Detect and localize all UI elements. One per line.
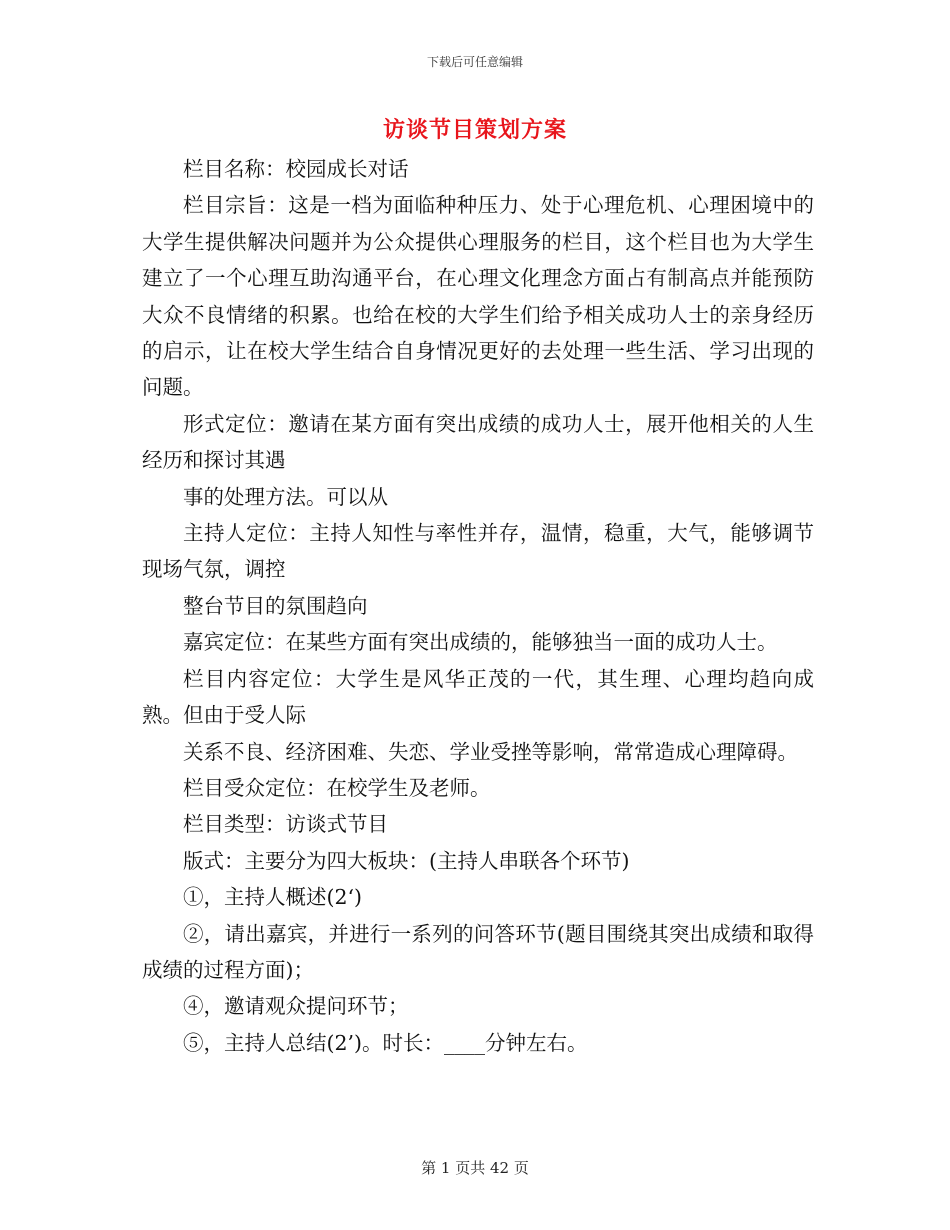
paragraph-format-positioning: 形式定位：邀请在某方面有突出成绩的成功人士，展开他相关的人生经历和探讨其遇 [142, 411, 814, 473]
paragraph-program-purpose: 栏目宗旨：这是一档为面临种种压力、处于心理危机、心理困境中的大学生提供解决问题并为公众提供心理服务的栏目，这个栏目也为大学生建立了一个心理互助沟通平台，在心理文化理念方面占有制高点并能预防大众不良情绪的积累。也给在校的大学生们给予相关成功人士的亲身经历的启示，让在校大学生结合自身情况更好的去处理一些生活、学习出现的问题。 [142, 193, 814, 400]
paragraph-segment-4: ④，邀请观众提问环节； [183, 994, 409, 1019]
paragraph-segment-1: ①，主持人概述(2‘) [183, 885, 363, 910]
paragraph-program-name: 栏目名称：校园成长对话 [183, 157, 409, 181]
paragraph-audience-positioning: 栏目受众定位：在校学生及老师。 [183, 775, 491, 800]
paragraph-content-continued: 关系不良、经济困难、失恋、学业受挫等影响，常常造成心理障碍。 [183, 739, 798, 764]
paragraph-layout: 版式：主要分为四大板块：(主持人串联各个环节) [183, 848, 630, 873]
paragraph-host-continued: 整台节目的氛围趋向 [183, 593, 368, 618]
paragraph-content-positioning: 栏目内容定位：大学生是风华正茂的一代，其生理、心理均趋向成熟。但由于受人际 [142, 666, 814, 728]
paragraph-segment-2: ②，请出嘉宾，并进行一系列的问答环节(题目围绕其突出成绩和取得成绩的过程方面)； [142, 921, 814, 982]
paragraph-host-positioning: 主持人定位：主持人知性与率性并存，温情，稳重，大气，能够调节现场气氛，调控 [142, 521, 814, 582]
paragraph-segment-5: ⑤，主持人总结(2’)。时长：____分钟左右。 [183, 1030, 588, 1055]
page-number-footer: 第 1 页共 42 页 [421, 1159, 529, 1177]
document-body [142, 151, 814, 1061]
document-title: 访谈节目策划方案 [382, 117, 567, 143]
paragraph-guest-positioning: 嘉宾定位：在某些方面有突出成绩的，能够独当一面的成功人士。 [183, 630, 778, 655]
paragraph-format-continued: 事的处理方法。可以从 [183, 484, 388, 509]
header-note: 下载后可任意编辑 [426, 55, 523, 69]
paragraph-program-type: 栏目类型：访谈式节目 [183, 812, 388, 837]
